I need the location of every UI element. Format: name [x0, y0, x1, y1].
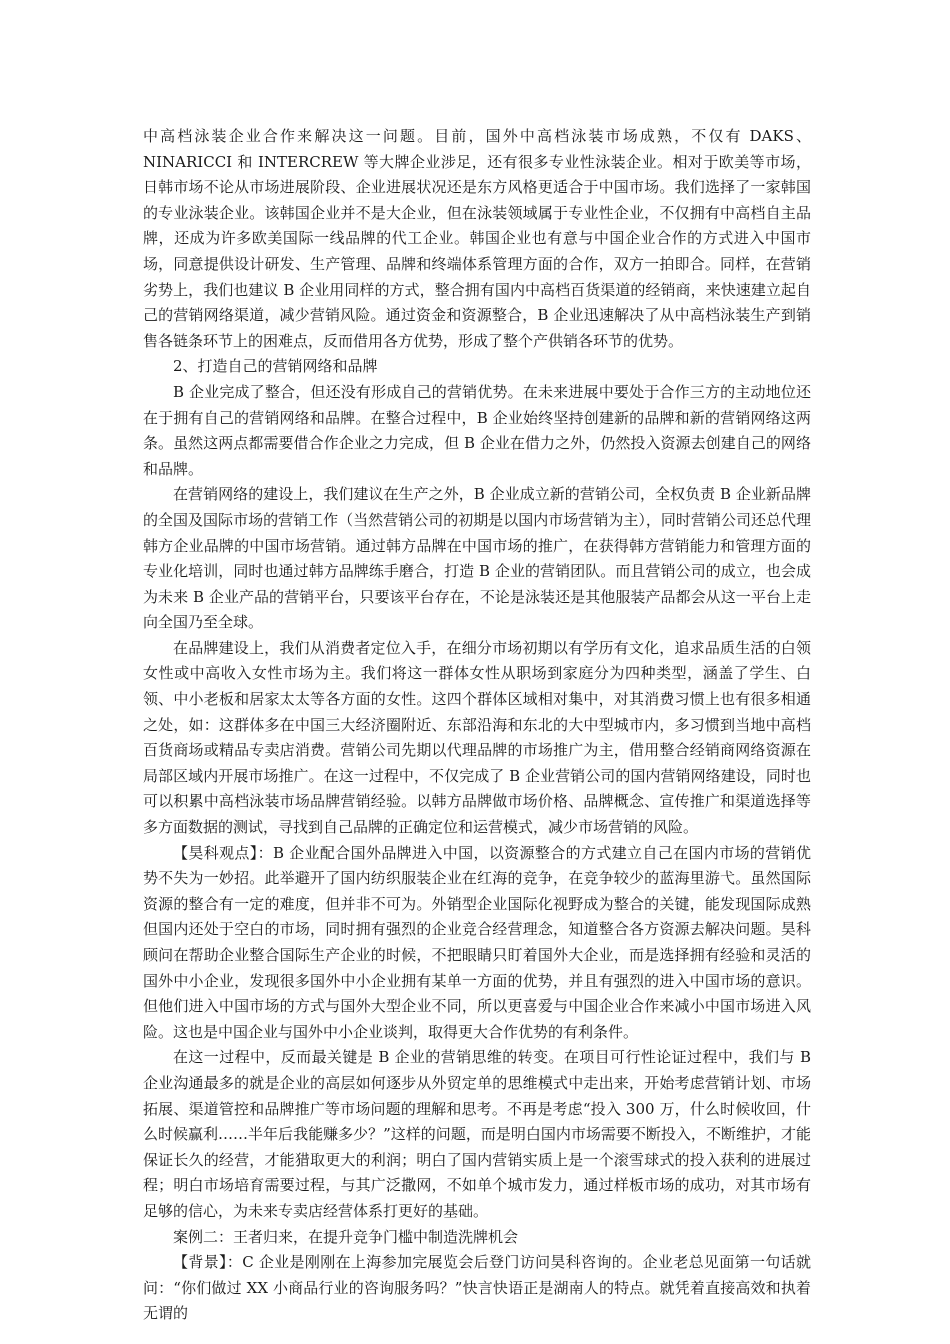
section-heading-marketing-network: 2、打造自己的营销网络和品牌 — [173, 357, 378, 376]
document-body — [143, 124, 811, 1327]
paragraph-brand-building: 在品牌建设上，我们从消费者定位入手，在细分市场初期以有学历有文化，追求品质生活的白领女性或中高收入女性市场为主。我们将这一群体女性从职场到家庭分为四种类型，涵盖了学生、白领、中小老板和居家太太等各方面的女性。这四个群体区域相对集中，对其消费习惯上也有很多相通之处，如：这群体多在中国三大经济圈附近、东部沿海和东北的大中型城市内，多习惯到当地中高档百货商场或精品专卖店消费。营销公司先期以代理品牌的市场推广为主，借用整合经销商网络资源在局部区域内开展市场推广。在这一过程中，不仅完成了 B 企业营销公司的国内营销网络建设，同时也可以积累中高档泳装市场品牌营销经验。以韩方品牌做市场价格、品牌概念、宣传推广和渠道选择等多方面数据的测试，寻找到自己品牌的正确定位和运营模式，减少市场营销的风险。 — [143, 638, 811, 837]
paragraph-marketing-network: 在营销网络的建设上，我们建议在生产之外，B 企业成立新的营销公司，全权负责 B 企业新品牌的全国及国际市场的营销工作（当然营销公司的初期是以国内市场营销为主），同时营销公司还总代理韩方企业品牌的中国市场营销。通过韩方品牌在中国市场的推广，在获得韩方营销能力和管理方面的专业化培训，同时也通过韩方品牌练手磨合，打造 B 企业的营销团队。而且营销公司的成立，也会成为未来 B 企业产品的营销平台，只要该平台存在，不论是泳装还是其他服装产品都会从这一平台上走向全国乃至全球。 — [143, 485, 811, 632]
paragraph-background: 【背景】：C 企业是刚刚在上海参加完展览会后登门访问昊科咨询的。企业老总见面第一句话就问：“你们做过 XX 小商品行业的咨询服务吗？”快言快语正是湖南人的特点。就凭着直接高效和执着无谓的 — [143, 1253, 811, 1323]
paragraph-integration: B 企业完成了整合，但还没有形成自己的营销优势。在未来进展中要处于合作三方的主动地位还在于拥有自己的营销网络和品牌。在整合过程中，B 企业始终坚持创建新的品牌和新的营销网络这两条。虽然这两点都需要借合作企业之力完成，但 B 企业在借力之外，仍然投入资源去创建自己的网络和品牌。 — [143, 382, 811, 478]
paragraph-marketing-mindset: 在这一过程中，反而最关键是 B 企业的营销思维的转变。在项目可行性论证过程中，我们与 B 企业沟通最多的就是企业的高层如何逐步从外贸定单的思维模式中走出来，开始考虑营销计划、市场拓展、渠道管控和品牌推广等市场问题的理解和思考。不再是考虑“投入 300 万，什么时候收回，什么时候赢利……半年后我能赚多少？”这样的问题，而是明白国内市场需要不断投入，不断维护，才能保证长久的经营，才能猎取更大的利润；明白了国内营销实质上是一个滚雪球式的投入获利的进展过程；明白市场培育需要过程，与其广泛撒网，不如单个城市发力，通过样板市场的成功，对其市场有足够的信心，为未来专卖店经营体系打更好的基础。 — [143, 1048, 811, 1220]
paragraph-haoke-viewpoint: 【昊科观点】：B 企业配合国外品牌进入中国，以资源整合的方式建立自己在国内市场的营销优势不失为一妙招。此举避开了国内纺织服装企业在红海的竞争，在竞争较少的蓝海里游弋。虽然国际资源的整合有一定的难度，但并非不可为。外销型企业国际化视野成为整合的关键，能发现国际成熟但国内还处于空白的市场，同时拥有强烈的企业竞合经营理念，知道整合各方资源去解决问题。昊科顾问在帮助企业整合国际生产企业的时候，不把眼睛只盯着国外大企业，而是选择拥有经验和灵活的国外中小企业，发现很多国外中小企业拥有某单一方面的优势，并且有强烈的进入中国市场的意识。但他们进入中国市场的方式与国外大型企业不同，所以更喜爱与中国企业合作来减小中国市场进入风险。这也是中国企业与国外中小企业谈判，取得更大合作优势的有利条件。 — [143, 843, 811, 1041]
case-two-heading: 案例二：王者归来，在提升竞争门槛中制造洗牌机会 — [173, 1227, 519, 1246]
paragraph-swimwear-cooperation: 中高档泳装企业合作来解决这一问题。目前，国外中高档泳装市场成熟，不仅有 DAKS、NINARICCI 和 INTERCREW 等大牌企业涉足，还有很多专业性泳装企业。相对于欧美等市场，日韩市场不论从市场进展阶段、企业进展状况还是东方风格更适合于中国市场。我们选择了一家韩国的专业泳装企业。该韩国企业并不是大企业，但在泳装领域属于专业性企业，不仅拥有中高档自主品牌，还成为许多欧美国际一线品牌的代工企业。韩国企业也有意与中国企业合作的方式进入中国市场，同意提供设计研发、生产管理、品牌和终端体系管理方面的合作，双方一拍即合。同样，在营销劣势上，我们也建议 B 企业用同样的方式，整合拥有国内中高档百货渠道的经销商，来快速建立起自己的营销网络渠道，减少营销风险。通过资金和资源整合，B 企业迅速解决了从中高档泳装生产到销售各链条环节上的困难点，反而借用各方优势，形成了整个产供销各环节的优势。 — [143, 127, 811, 350]
